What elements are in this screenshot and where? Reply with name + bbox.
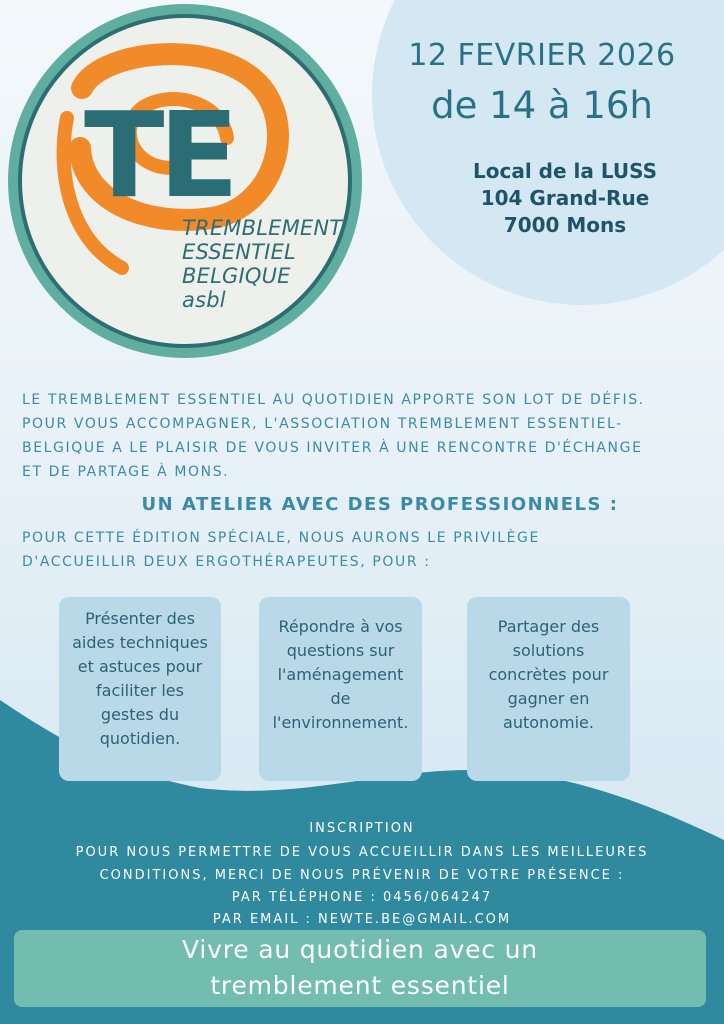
- address-line: 104 Grand-Rue: [480, 186, 650, 210]
- logo-letters: TE: [84, 86, 234, 224]
- inscription-line: CONDITIONS, MERCI DE NOUS PRÉVENIR DE VOTRE PRÉSENCE :: [99, 868, 625, 883]
- card-aides-techniques: [59, 597, 221, 781]
- card-line: questions sur: [286, 641, 395, 660]
- card-line: concrètes pour: [488, 665, 609, 684]
- card-line: aides techniques: [72, 633, 208, 652]
- atelier-title: UN ATELIER AVEC DES PROFESSIONNELS :: [141, 494, 619, 515]
- address-line: 7000 Mons: [503, 213, 627, 237]
- logo-line: ESSENTIEL: [182, 240, 296, 264]
- intro-line: POUR VOUS ACCOMPAGNER, L'ASSOCIATION TREMBLEMENT ESSENTIEL-: [22, 416, 623, 432]
- event-address: [450, 158, 680, 239]
- inscription-phone[interactable]: PAR TÉLÉPHONE : 0456/064247: [231, 890, 493, 905]
- card-line: Présenter des: [85, 609, 195, 628]
- card-line: Partager des: [497, 617, 600, 636]
- event-time: de 14 à 16h: [431, 84, 653, 127]
- card-line: quotidien.: [99, 729, 181, 748]
- intro-line: BELGIQUE A LE PLAISIR DE VOUS INVITER À UNE RENCONTRE D'ÉCHANGE: [22, 440, 643, 456]
- event-date: 12 FEVRIER 2026: [408, 38, 676, 73]
- card-line: l'aménagement: [277, 665, 404, 684]
- footer-line: Vivre au quotidien avec un: [182, 935, 538, 964]
- intro-paragraph: [22, 388, 712, 484]
- intro-line: LE TREMBLEMENT ESSENTIEL AU QUOTIDIEN APPORTE SON LOT DE DÉFIS.: [22, 392, 645, 408]
- address-line: Local de la LUSS: [473, 159, 657, 183]
- logo-badge: [8, 4, 362, 358]
- logo-line: BELGIQUE: [182, 264, 291, 288]
- card-autonomie: [467, 597, 630, 781]
- card-line: solutions: [512, 641, 585, 660]
- card-amenagement: [259, 597, 422, 781]
- logo-inner: [18, 14, 352, 348]
- logo-line: TREMBLEMENT: [182, 216, 343, 240]
- inscription-line: POUR NOUS PERMETTRE DE VOUS ACCUEILLIR DANS LES MEILLEURES: [75, 845, 649, 860]
- logo-name: [182, 216, 342, 312]
- card-line: faciliter les: [96, 681, 184, 700]
- card-line: Répondre à vos: [278, 617, 403, 636]
- card-line: l'environnement.: [272, 713, 409, 732]
- card-line: autonomie.: [503, 713, 594, 732]
- card-line: et astuces pour: [77, 657, 203, 676]
- card-line: gestes du: [100, 705, 180, 724]
- logo-line: asbl: [182, 288, 226, 312]
- inscription-title: INSCRIPTION: [309, 821, 415, 836]
- intro-line: ET DE PARTAGE À MONS.: [22, 464, 230, 480]
- card-line: de: [330, 689, 351, 708]
- card-line: gagner en: [507, 689, 590, 708]
- footer-line: tremblement essentiel: [210, 971, 510, 1000]
- footer-banner: [14, 930, 706, 1007]
- atelier-subtitle: [22, 526, 702, 574]
- atelier-subtitle-line: D'ACCUEILLIR DEUX ERGOTHÉRAPEUTES, POUR :: [22, 554, 431, 570]
- atelier-subtitle-line: POUR CETTE ÉDITION SPÉCIALE, NOUS AURONS LE PRIVILÈGE: [22, 530, 540, 546]
- inscription-email[interactable]: PAR EMAIL : NEWTE.BE@GMAIL.COM: [212, 912, 512, 927]
